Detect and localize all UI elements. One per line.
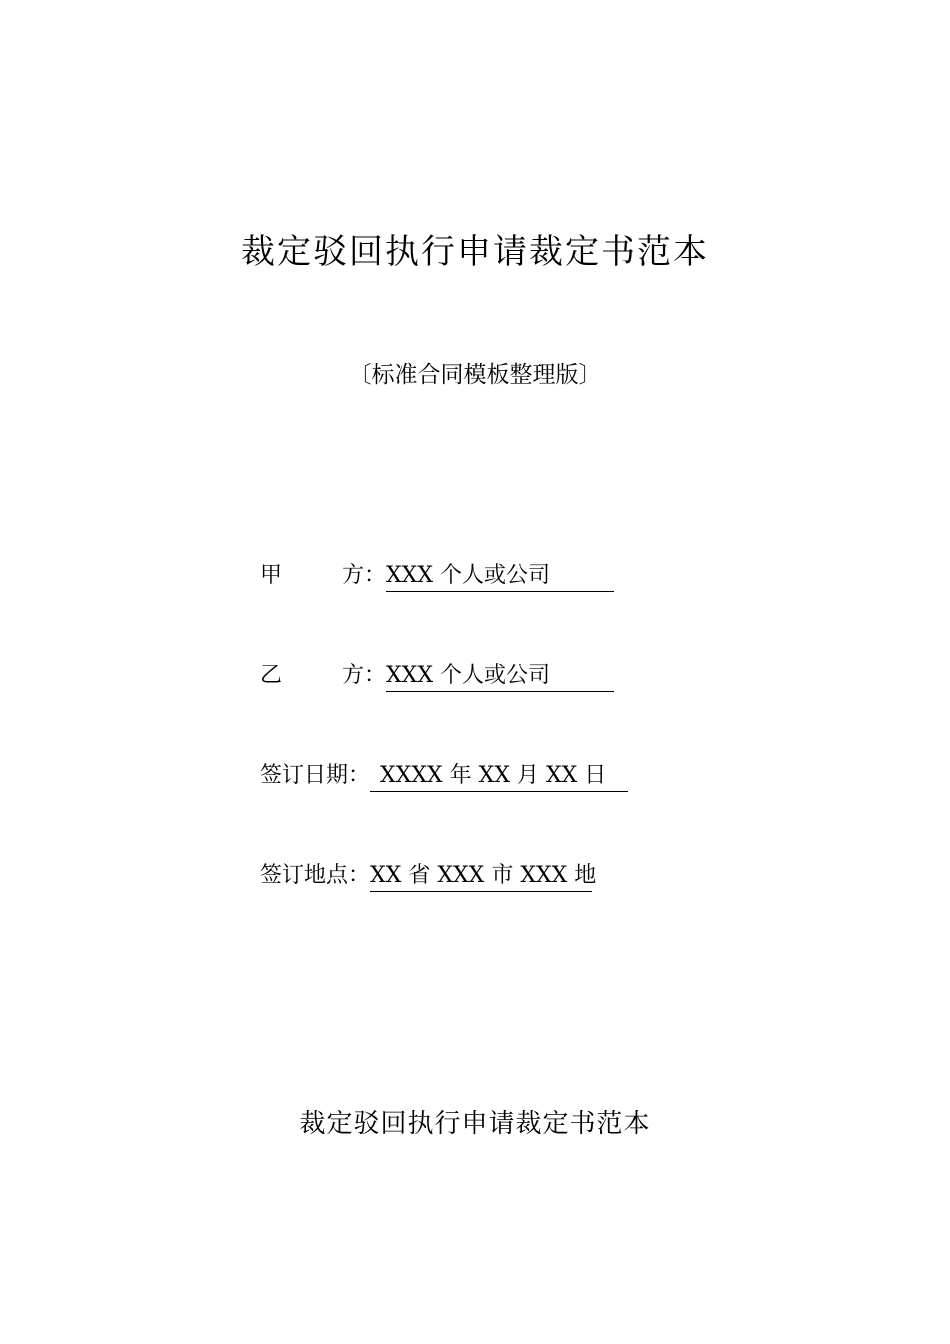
party-b-label-last: 方 [341,663,364,688]
party-a-colon: ： [364,563,387,588]
sign-place-value: XX 省 XXX 市 XXX 地 [370,861,592,892]
party-b-value: XXX 个人或公司 [386,661,614,692]
document-title: 裁定驳回执行申请裁定书范本 [241,232,709,272]
sign-date-field [260,758,628,794]
party-a-value: XXX 个人或公司 [386,561,614,592]
party-a-label-last: 方 [341,563,364,588]
party-a-label-first: 甲 [260,563,283,588]
party-b-colon: ： [364,663,387,688]
footer-title: 裁定驳回执行申请裁定书范本 [299,1109,651,1139]
sign-place-colon: ： [348,863,371,888]
party-a-label [260,558,364,594]
sign-date-label: 签订日期 [260,763,349,788]
sign-date-colon: ： [348,763,371,788]
party-b-field [260,658,614,694]
party-b-label [260,658,364,694]
sign-place-field [260,858,597,894]
party-b-label-first: 乙 [260,663,283,688]
sign-place-label: 签订地点 [260,863,349,888]
party-a-field [260,558,614,594]
sign-date-value: XXXX 年 XX 月 XX 日 [370,761,628,792]
document-subtitle: 〔标准合同模板整理版〕 [348,362,602,388]
